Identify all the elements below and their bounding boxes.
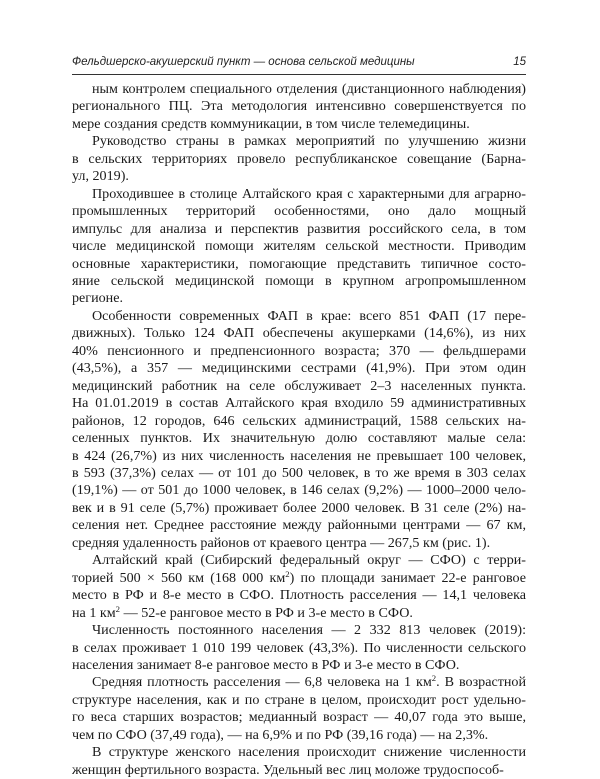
text-line: Численность постоянного населения — 2 332 813 человек (2019): [92,622,526,639]
text-line: регионе. [72,290,123,307]
text-line: (19,1%) — от 501 до 1000 человек, в 146 селах (9,2%) — 1000–2000 чело- [72,482,526,499]
paragraph [72,744,526,779]
text-line: век и в 91 селе (5,7%) проживает более 2000 человек. В 31 селе (2%) на- [72,499,526,516]
text-run: Алтайский край (Сибирский федеральный округ — СФО) с терри- [92,552,526,569]
text-line: На 01.01.2019 в состав Алтайского края входило 59 административных [72,395,526,412]
text-line: В структуре женского населения происходит снижение численности [92,744,526,761]
text-line: регионального ПЦ. Эта методология интенсивно совершенствуется по [72,98,526,115]
paragraph [72,186,526,308]
superscript: 2 [115,603,121,614]
text-line [72,552,526,569]
paragraph [72,308,526,552]
text-run: место в РФ и 8-е место в СФО. Плотность расселения — 14,1 человека [72,587,526,604]
text-line: Руководство страны в рамках мероприятий по улучшению жизни [92,133,526,150]
text-line: средняя удаленность районов от краевого центра — 267,5 км (рис. 1). [72,534,491,551]
body-text [72,81,526,779]
text-run: торией 500 × 560 км (168 000 км [72,569,286,586]
text-line: 40% пенсионного и предпенсионного возраста; 370 — фельдшерами [72,342,526,359]
text-line: в 593 (37,3%) селах — от 101 до 500 человек, в то же время в 303 селах [72,464,526,481]
running-title: Фельдшерско-акушерский пункт — основа сельской медицины [72,56,415,68]
running-header [72,56,526,68]
text-line: (43,5%), а 357 — медицинскими сестрами (41,9%). При этом один [72,360,526,377]
text-run: структуре населения, как и по стране в целом, происходит рост удельно- [72,691,526,708]
superscript: 2 [431,673,437,684]
text-line: медицинский работник на селе обслуживает 2–3 населенных пункта. [72,377,526,394]
text-line [72,674,526,691]
paragraph [72,674,526,744]
text-run: . В возрастной [436,674,526,691]
text-line: в 424 (26,7%) из них численность населения не превышает 100 человек, [72,447,526,464]
text-run: ) по площади занимает 22-е ранговое [289,569,527,586]
text-line: женщин фертильного возраста. Удельный вес лиц моложе трудоспособ- [72,761,504,778]
text-line: в сельских территориях провело республиканское совещание (Барна- [72,150,526,167]
text-line [72,587,526,604]
text-line: мере создания средств коммуникации, в том числе телемедицины. [72,115,470,132]
paragraph [72,133,526,185]
text-line: селенных пунктов. Их значительную долю составляют малые села: [72,430,526,447]
text-line: промышленных территорий особенностями, оно дало мощный [72,203,526,220]
text-line: ул, 2019). [72,168,129,185]
text-line: Особенности современных ФАП в крае: всего 851 ФАП (17 пере- [92,307,526,324]
page-number: 15 [513,56,526,68]
text-line: основные характеристики, помогающие представить типичное состо- [72,255,526,272]
paragraph [72,622,526,674]
paragraph [72,552,526,622]
text-line [72,570,526,587]
text-line: яние сельской медицинской помощи в крупном агропромышленном [72,272,526,289]
paragraph [72,81,526,133]
text-line [72,709,526,726]
text-line: импульс для анализа и перспектив развития российского села, в том [72,220,526,237]
text-line: Проходившее в столице Алтайского края с характерными для аграрно- [92,185,526,202]
header-rule [72,74,526,75]
text-run: го веса старших возрастов; медианный возраст — 40,07 года это выше, [72,709,526,726]
text-line: числе медицинской помощи жителям сельской местности. Приводим [72,238,526,255]
text-run: — 52-е ранговое место в РФ и 3-е место в СФО. [123,604,413,621]
superscript: 2 [285,568,290,579]
text-line [72,692,526,709]
text-run: чем по СФО (37,49 года), — на 6,9% и по РФ (39,16 года) — на 2,3%. [72,726,489,743]
text-run: на 1 км [72,604,116,621]
text-line: районов, 12 городов, 646 сельских администраций, 1588 сельских на- [72,412,526,429]
text-line: населения занимает 8-е ранговое место в РФ и 3-е место в СФО. [72,656,460,673]
text-line [72,727,526,744]
text-line: селения нет. Среднее расстояние между районными центрами — 67 км, [72,517,526,534]
text-line: в селах проживает 1 010 199 человек (43,3%). По численности сельского [72,639,526,656]
text-line: движных). Только 124 ФАП обеспечены акушерками (14,6%), из них [72,325,526,342]
text-run: Средняя плотность расселения — 6,8 человека на 1 км [92,674,432,691]
text-line: ным контролем специального отделения (дистанционного наблюдения) [92,81,526,97]
text-line [72,605,526,622]
